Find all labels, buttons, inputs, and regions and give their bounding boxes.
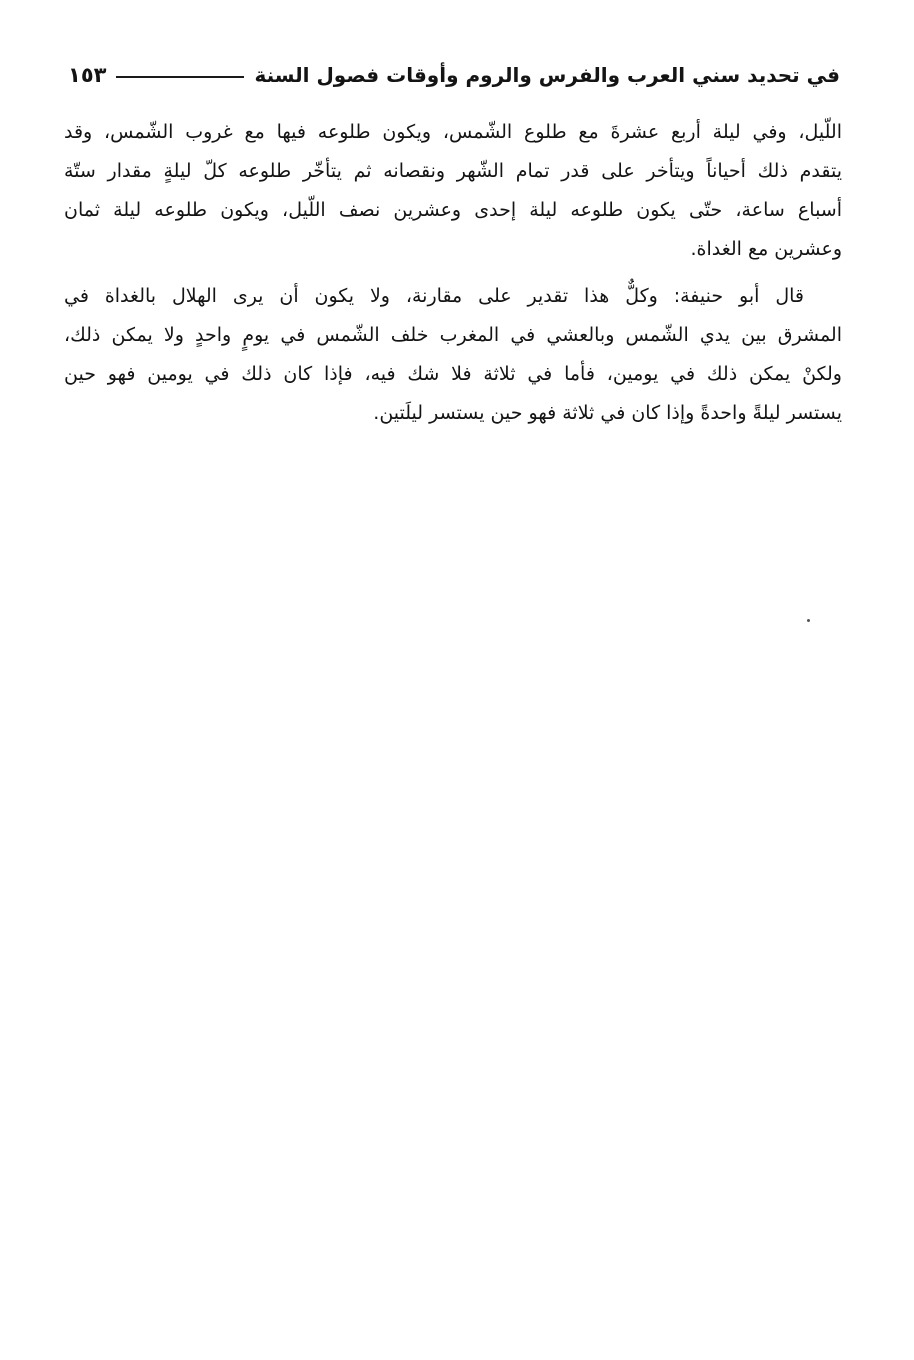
text-line: ولكنْ يمكن ذلك في يومين، فأما في ثلاثة فلا شك فيه، فإذا كان ذلك في يومين فهو حين: [64, 363, 842, 385]
speck-mark: [807, 619, 810, 622]
paragraph-gap: [64, 269, 842, 277]
running-title: في تحديد سني العرب والفرس والروم وأوقات فصول السنة: [254, 63, 840, 87]
paragraph-2: [64, 277, 842, 433]
text-line: وعشرين مع الغداة.: [690, 238, 842, 260]
header-rule: [116, 76, 244, 78]
text-line: يستسر ليلةً واحدةً وإذا كان في ثلاثة فهو حين يستسر ليلَتين.: [373, 402, 842, 424]
text-line: اللّيل، وفي ليلة أربع عشرةَ مع طلوع الشّمس، ويكون طلوعه فيها مع غروب الشّمس، وقد: [64, 121, 842, 143]
body-text: [64, 113, 842, 433]
text-line: قال أبو حنيفة: وكلٌّ هذا تقدير على مقارنة، ولا يكون أن يرى الهلال بالغداة في: [64, 285, 804, 307]
page-number: ١٥٣: [68, 63, 107, 87]
running-head: [68, 58, 840, 92]
text-line: يتقدم ذلك أحياناً ويتأخر على قدر تمام الشّهر ونقصانه ثم يتأخّر طلوعه كلّ ليلةٍ مقدار ستّة: [64, 160, 842, 182]
paragraph-1: [64, 113, 842, 269]
text-line: أسباع ساعة، حتّى يكون طلوعه ليلة إحدى وعشرين نصف اللّيل، ويكون طلوعه ليلة ثمان: [64, 199, 842, 221]
text-line: المشرق بين يدي الشّمس وبالعشي في المغرب خلف الشّمس في يومٍ واحدٍ ولا يمكن ذلك،: [64, 324, 842, 346]
